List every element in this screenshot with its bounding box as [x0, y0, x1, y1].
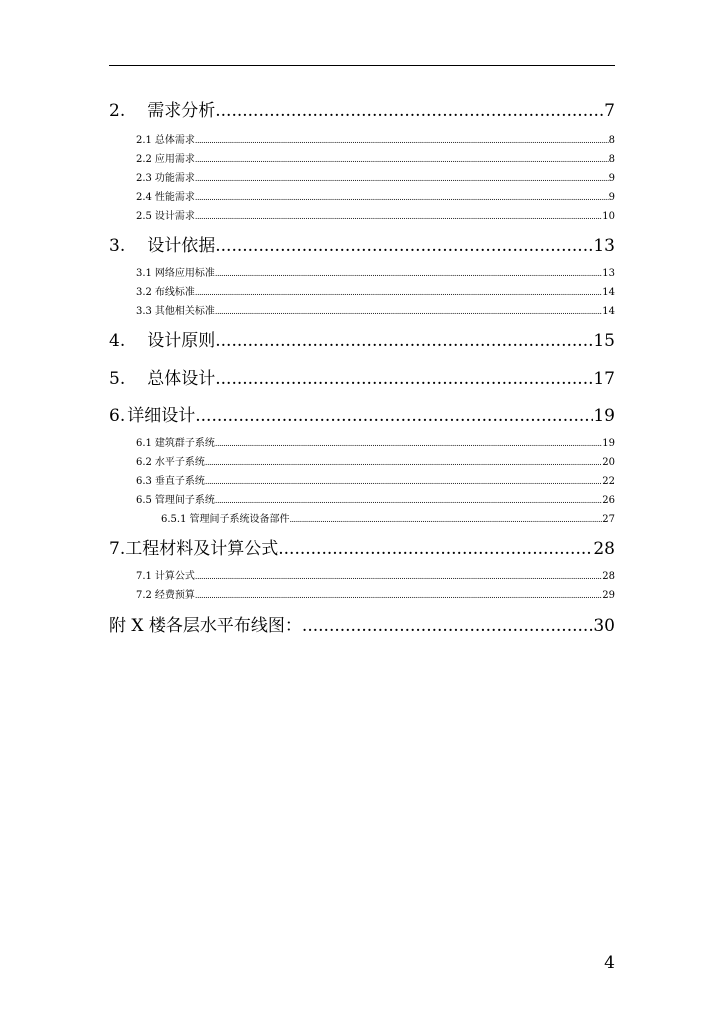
toc-entry-2-2[interactable]: [136, 153, 615, 167]
toc-entry-3[interactable]: [109, 236, 615, 256]
toc-entry-number: 6.: [109, 406, 126, 426]
toc-entry-number: 6.1: [136, 438, 152, 449]
toc-entry-3-3[interactable]: [136, 305, 615, 319]
toc-entry-title: 总体需求: [154, 135, 195, 146]
toc-entry-page: 14: [602, 306, 615, 317]
toc-dot-leader: [195, 172, 609, 186]
toc-entry-6-5-1[interactable]: [161, 513, 615, 527]
toc-entry-title: 应用需求: [154, 154, 195, 165]
toc-entry-7-1[interactable]: [136, 570, 615, 584]
page-number: 4: [604, 953, 615, 973]
toc-entry-title: 经费预算: [154, 590, 195, 601]
toc-entry-title: 布线标准: [154, 287, 195, 298]
toc-entry-6-3[interactable]: [136, 475, 615, 489]
toc-dot-leader: [215, 236, 593, 256]
toc-entry-page: 9: [608, 173, 615, 184]
toc-entry-2-1[interactable]: [136, 134, 615, 148]
toc-dot-leader: [195, 153, 609, 167]
toc-dot-leader: [215, 494, 602, 508]
toc-entry-page: 28: [593, 539, 615, 559]
toc-dot-leader: [195, 191, 609, 205]
toc-dot-leader: [215, 331, 593, 351]
toc-entry-title: 总体设计: [147, 369, 216, 389]
toc-entry-title: 性能需求: [154, 192, 195, 203]
toc-entry-page: 15: [593, 331, 615, 351]
toc-entry-title: 附 X 楼各层水平布线图：: [109, 616, 302, 636]
toc-entry-page: 29: [602, 590, 615, 601]
toc-dot-leader: [215, 267, 602, 281]
toc-entry-title: 详细设计: [127, 406, 196, 426]
toc-entry-number: 3.: [109, 236, 126, 256]
toc-entry-7-2[interactable]: [136, 589, 615, 603]
toc-entry-3-2[interactable]: [136, 286, 615, 300]
toc-entry-number: 4.: [109, 331, 126, 351]
toc-entry-number: 3.2: [136, 287, 152, 298]
toc-entry-5[interactable]: [109, 369, 615, 389]
toc-entry-page: 8: [608, 154, 615, 165]
toc-dot-leader: [215, 437, 602, 451]
toc-entry-page: 19: [602, 438, 615, 449]
toc-entry-title: 网络应用标准: [154, 268, 215, 279]
toc-entry-number: 7.1: [136, 571, 152, 582]
toc-entry-title: 水平子系统: [154, 457, 205, 468]
toc-entry-number: 7.: [109, 539, 126, 559]
toc-entry-number: 2.3: [136, 173, 152, 184]
toc-entry-title: 设计依据: [147, 236, 216, 256]
toc-entry-page: 28: [602, 571, 615, 582]
toc-entry-2-5[interactable]: [136, 210, 615, 224]
toc-entry-2[interactable]: [109, 101, 615, 121]
toc-entry-number: 6.5.1: [161, 514, 187, 525]
toc-entry-number: 5.: [109, 369, 126, 389]
toc-entry-6-5[interactable]: [136, 494, 615, 508]
toc-entry-page: 26: [602, 495, 615, 506]
toc-entry-page: 17: [593, 369, 615, 389]
toc-entry-number: 7.2: [136, 590, 152, 601]
toc-entry-number: 3.3: [136, 306, 152, 317]
toc-dot-leader: [289, 513, 602, 527]
toc-entry-page: 10: [602, 211, 615, 222]
toc-entry-title: 需求分析: [147, 101, 216, 121]
toc-dot-leader: [205, 475, 602, 489]
toc-dot-leader: [195, 286, 602, 300]
toc-entry-page: 8: [608, 135, 615, 146]
toc-entry-title: 其他相关标准: [154, 306, 215, 317]
toc-entry-page: 9: [608, 192, 615, 203]
toc-entry-page: 13: [602, 268, 615, 279]
toc-entry-6[interactable]: [109, 406, 615, 426]
toc-entry-number: 3.1: [136, 268, 152, 279]
toc-entry-title: 管理间子系统: [154, 495, 215, 506]
toc-dot-leader: [195, 134, 609, 148]
toc-entry-4[interactable]: [109, 331, 615, 351]
toc-entry-7[interactable]: [109, 539, 615, 559]
toc-dot-leader: [215, 305, 602, 319]
toc-dot-leader: [205, 456, 602, 470]
toc-dot-leader: [195, 589, 602, 603]
toc-dot-leader: [278, 539, 593, 559]
toc-entry-title: 垂直子系统: [154, 476, 205, 487]
toc-dot-leader: [215, 101, 604, 121]
toc-entry-title: 管理间子系统设备部件: [189, 514, 290, 525]
toc-entry-3-1[interactable]: [136, 267, 615, 281]
toc-entry-2-4[interactable]: [136, 191, 615, 205]
toc-entry-number: 2.5: [136, 211, 152, 222]
toc-dot-leader: [215, 369, 593, 389]
toc-entry-page: 20: [602, 457, 615, 468]
toc-entry-number: 2.1: [136, 135, 152, 146]
toc-dot-leader: [195, 570, 602, 584]
toc-entry-title: 设计原则: [147, 331, 216, 351]
toc-entry-title: 功能需求: [154, 173, 195, 184]
toc-entry-number: 2.: [109, 101, 126, 121]
toc-entry-page: 22: [602, 476, 615, 487]
toc-dot-leader: [195, 406, 593, 426]
toc-entry-appendix[interactable]: [109, 616, 615, 636]
toc-dot-leader: [195, 210, 602, 224]
toc-entry-page: 14: [602, 287, 615, 298]
toc-entry-number: 2.2: [136, 154, 152, 165]
toc-entry-2-3[interactable]: [136, 172, 615, 186]
toc-entry-title: 工程材料及计算公式: [125, 539, 279, 559]
toc-entry-page: 7: [604, 101, 615, 121]
toc-entry-number: 6.2: [136, 457, 152, 468]
toc-entry-page: 30: [593, 616, 615, 636]
toc-entry-page: 19: [593, 406, 615, 426]
toc-entry-number: 6.5: [136, 495, 152, 506]
toc-entry-number: 6.3: [136, 476, 152, 487]
toc-entry-6-1[interactable]: [136, 437, 615, 451]
toc-entry-title: 建筑群子系统: [154, 438, 215, 449]
toc-entry-page: 27: [602, 514, 615, 525]
toc-entry-6-2[interactable]: [136, 456, 615, 470]
toc-entry-page: 13: [593, 236, 615, 256]
toc-entry-number: 2.4: [136, 192, 152, 203]
toc-entry-title: 计算公式: [154, 571, 195, 582]
toc-dot-leader: [302, 616, 593, 636]
toc-entry-title: 设计需求: [154, 211, 195, 222]
